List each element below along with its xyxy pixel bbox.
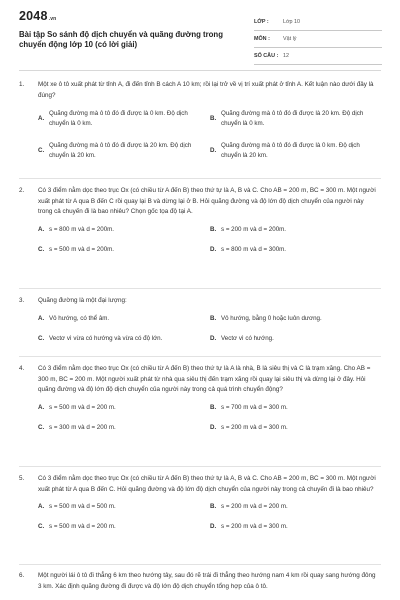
option-letter: A. (38, 403, 45, 411)
option-letter: B. (210, 314, 217, 322)
options (38, 403, 381, 443)
brand-name: 2048 (19, 9, 48, 23)
question-divider (19, 466, 381, 467)
option-text: s = 500 m và d = 200 m. (49, 403, 116, 411)
option-b[interactable] (210, 502, 382, 512)
option-d[interactable] (210, 334, 382, 344)
option-text: Quãng đường mà ô tô đó đi được là 0 km. Độ dịch chuyển là 0 km. (49, 110, 188, 127)
meta-value: Lớp 10 (283, 19, 301, 25)
options (38, 225, 381, 265)
option-text: Vô hướng, bằng 0 hoặc luôn dương. (221, 314, 322, 322)
question-text: Một xe ô tô xuất phát từ tỉnh A, đi đến tỉnh B cách A 10 km; rồi lại trở về vị trí xuất phát ở tỉnh A. Kết luận nào dưới đây là đúng? (38, 81, 374, 99)
option-letter: C. (38, 523, 45, 530)
option-text: Quãng đường mà ô tô đó đi được là 20 km. Độ dịch chuyển là 20 km. (49, 142, 192, 159)
question-number: 2. (19, 187, 25, 194)
option-letter: C. (38, 334, 45, 342)
meta-key: MÔN : (254, 36, 270, 42)
option-text: Vectơ vì vừa có hướng và vừa có độ lớn. (49, 334, 163, 342)
question-text: Quãng đường là một đại lượng: (38, 297, 127, 304)
option-d[interactable] (210, 522, 382, 532)
meta-row-subject (254, 31, 382, 48)
option-letter: A. (38, 503, 45, 510)
option-letter: D. (210, 523, 217, 530)
option-letter: A. (38, 225, 45, 233)
option-text: s = 300 m và d = 200 m. (49, 423, 116, 431)
option-b[interactable] (210, 403, 382, 413)
meta-value: Vật lý (283, 36, 297, 42)
option-letter: A. (38, 314, 45, 322)
option-c[interactable] (38, 522, 210, 532)
question-number: 1. (19, 81, 25, 88)
option-text: s = 500 m và d = 200 m. (49, 523, 116, 530)
option-letter: B. (210, 225, 217, 233)
option-text: s = 200 m và d = 200 m. (221, 503, 288, 510)
option-b[interactable] (210, 225, 382, 235)
header-divider (19, 70, 381, 71)
option-a[interactable] (38, 314, 210, 324)
option-letter: A. (38, 115, 45, 122)
option-letter: C. (38, 423, 45, 431)
options (38, 502, 381, 542)
option-text: s = 200 m và d = 200m. (221, 225, 287, 233)
option-c[interactable] (38, 423, 210, 433)
question-4 (19, 364, 381, 443)
option-text: s = 500 m và d = 500 m. (49, 503, 116, 510)
option-letter: B. (210, 403, 217, 411)
option-text: Quãng đường mà ô tô đó đi được là 0 km. Độ dịch chuyển là 20 km. (221, 142, 360, 159)
question-1 (19, 80, 381, 172)
meta-panel (254, 14, 382, 65)
option-d[interactable] (210, 140, 382, 162)
meta-key: SỐ CÂU : (254, 53, 279, 59)
option-d[interactable] (210, 423, 382, 433)
question-text: Có 3 điểm nằm dọc theo trục Ox (có chiều từ A đến B) theo thứ tự là A, B và C. Cho AB = 200 m, BC = 300 m. Một người xuất phát từ A qua B đến C. Hỏi quãng đường và độ lớn độ dịch chuyển của người này trong cả chuyến đi là bao nhiêu? (38, 475, 376, 493)
meta-value: 12 (283, 53, 289, 59)
option-text: s = 500 m và d = 200m. (49, 245, 115, 253)
option-a[interactable] (38, 403, 210, 413)
option-b[interactable] (210, 108, 382, 130)
option-text: s = 200 m và d = 300 m. (221, 523, 288, 530)
option-letter: D. (210, 245, 217, 253)
option-d[interactable] (210, 245, 382, 255)
option-letter: B. (210, 503, 217, 510)
question-text: Một người lái ô tô đi thẳng 6 km theo hướng tây, sau đó rẽ trái đi thẳng theo hướng nam 4 km rồi quay sang hướng đông 3 km. Xác định quãng đường đi được và độ lớn độ dịch chuyển tổng hợp của ô tô. (38, 572, 376, 590)
question-2 (19, 186, 381, 265)
question-divider (19, 356, 381, 357)
option-letter: B. (210, 115, 217, 122)
question-6 (19, 571, 381, 592)
option-letter: D. (210, 147, 217, 154)
header (0, 0, 400, 66)
page-title: Bài tập So sánh độ dịch chuyển và quãng đường trong chuyển động lớp 10 (có lời giải) (19, 30, 223, 49)
option-text: Vô hướng, có thể âm. (49, 314, 110, 322)
question-number: 3. (19, 297, 25, 304)
question-divider (19, 178, 381, 179)
option-a[interactable] (38, 225, 210, 235)
question-text: Có 3 điểm nằm dọc theo trục Ox (có chiều từ A đến B) theo thứ tự là A là nhà, B là siêu thị và C là trạm xăng. Cho AB = 300 m, BC = 200 m. Một người xuất phát từ nhà qua siêu thị đến trạm xăng rồi quay lại siêu thị và dừng lại ở đây. Hỏi quãng đường và độ lớn độ dịch chuyển của người này trong cả quá trình chuyển động? (38, 365, 371, 393)
option-a[interactable] (38, 108, 210, 130)
question-5 (19, 474, 381, 542)
option-a[interactable] (38, 502, 210, 512)
meta-row-count (254, 48, 382, 65)
question-number: 6. (19, 572, 25, 579)
question-text: Có 3 điểm nằm dọc theo trục Ox (có chiều từ A đến B) theo thứ tự là A, B và C. Cho AB = 200 m, BC = 300 m. Một người xuất phát từ A qua B đến C rồi quay lại B và dừng lại ở B. Hỏi quãng đường và độ lớn độ dịch chuyển của người này trong cả chuyến đi là bao nhiêu? Chọn gốc tọa độ tại A. (38, 187, 376, 215)
question-divider (19, 288, 381, 289)
option-letter: D. (210, 423, 217, 431)
option-letter: C. (38, 147, 45, 154)
meta-key: LỚP : (254, 19, 269, 25)
option-c[interactable] (38, 245, 210, 255)
option-text: s = 200 m và d = 300 m. (221, 423, 288, 431)
question-number: 5. (19, 475, 25, 482)
question-number: 4. (19, 365, 25, 372)
option-text: Quãng đường mà ô tô đó đi được là 20 km. Độ dịch chuyển là 0 km. (221, 110, 364, 127)
option-c[interactable] (38, 140, 210, 162)
question-3 (19, 296, 381, 354)
meta-row-class (254, 14, 382, 31)
options (38, 314, 381, 354)
option-letter: D. (210, 334, 217, 342)
option-text: s = 700 m và d = 300 m. (221, 403, 288, 411)
brand-suffix: .vn (48, 16, 57, 22)
option-c[interactable] (38, 334, 210, 344)
option-text: s = 800 m và d = 300m. (221, 245, 287, 253)
option-b[interactable] (210, 314, 382, 324)
option-text: Vectơ vì có hướng. (221, 334, 274, 342)
option-text: s = 800 m và d = 200m. (49, 225, 115, 233)
question-divider (19, 564, 381, 565)
option-letter: C. (38, 245, 45, 253)
brand-logo[interactable] (19, 9, 56, 23)
options (38, 108, 381, 172)
